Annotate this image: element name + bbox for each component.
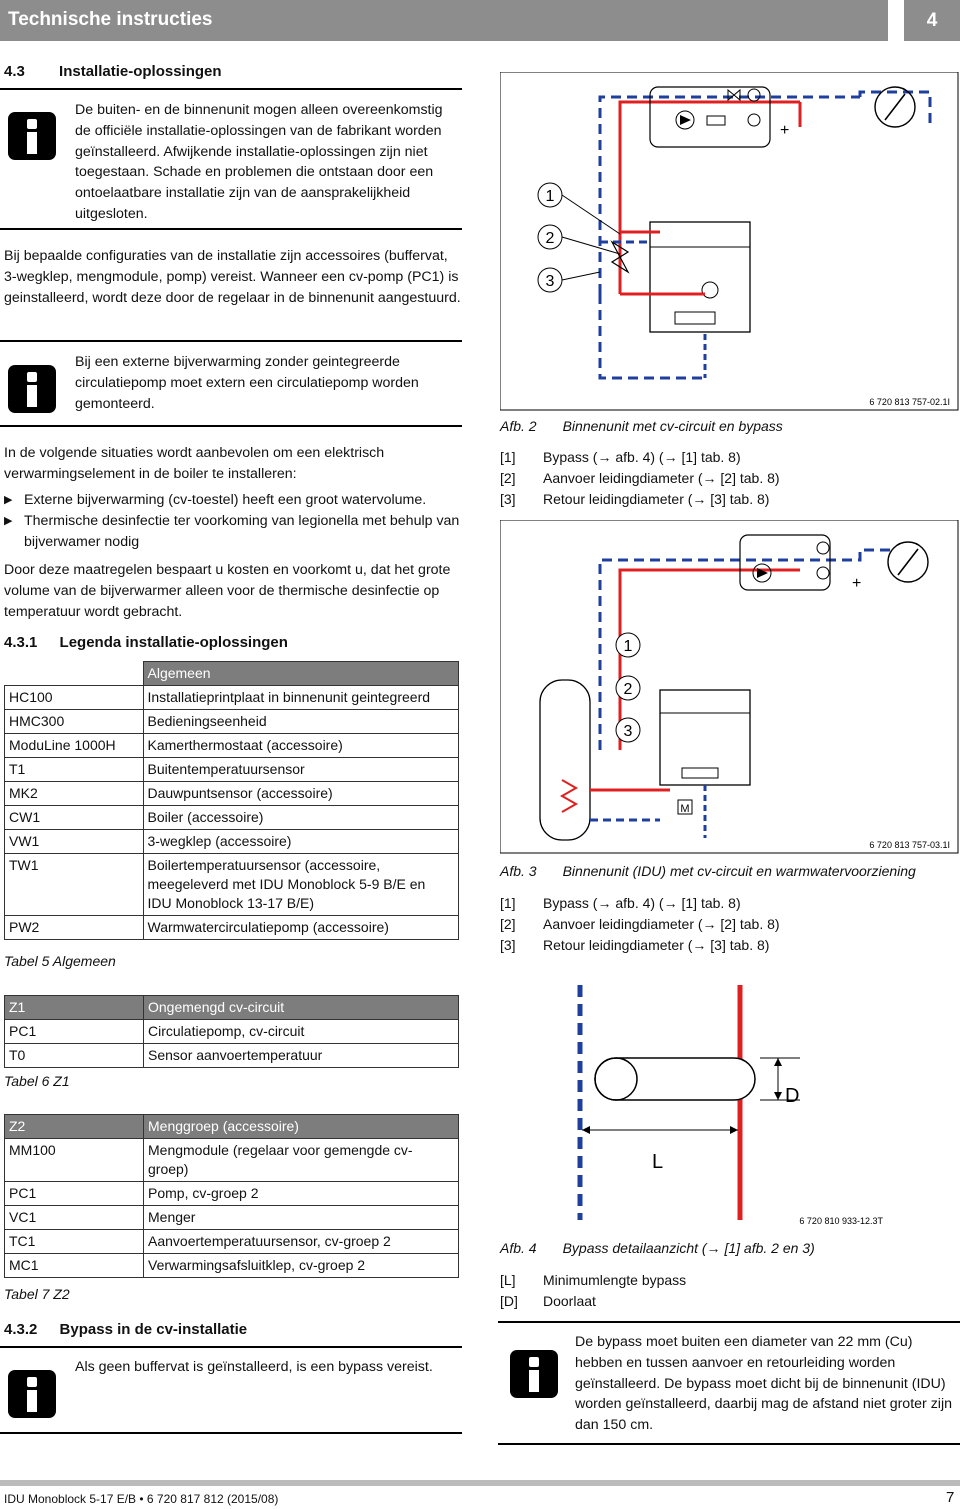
subsection-heading: 4.3.1 Legenda installatie-oplossingen [4,634,288,651]
legend-item: [D] Doorlaat [500,1293,596,1309]
svg-text:+: + [852,575,862,592]
table-caption: Tabel 5 Algemeen [4,953,116,969]
legend-table-z1: Z1 Ongemengd cv-circuit PC1 Circulatiepomp, cv-circuit T0 Sensor aanvoertemperatuur [4,995,459,1068]
header-title: Technische instructies [8,9,213,30]
table-row: MK2 Dauwpuntsensor (accessoire) [5,782,459,806]
notice-rule-bottom [0,425,462,427]
paragraph-accessories: Bij bepaalde configuraties van de installatie zijn accessoires (buffervat, 3-wegklep, mengmodule, pomp) vereist. Wanneer een cv-pomp (PC1) is geinstalleerd, wordt deze door de regelaar in de binnenunit aangestuurd. [4,248,461,306]
table-row: HMC300 Bedieningseenheid [5,710,459,734]
table-row: VC1 Menger [5,1206,459,1230]
notice-installation: De buiten- en de binnenunit mogen alleen overeenkomstig de officiële installatie-oplossingen van de fabrikant worden geïnstalleerd. Afwijkende installatie-oplossingen zijn niet toegestaan. Schade en problemen die ontstaan door een ontoelaatbare installatie zijn van de aansprakelijkheid uitgesloten. [75,102,443,222]
table-row: TW1 Boilertemperatuursensor (accessoire, meegeleverd met IDU Monoblock 5-9 B/E en IDU Monoblock 13-17 B/E) [5,854,459,916]
figure-2-legend [500,447,780,510]
section-heading [4,63,222,80]
legend-item: [L] Minimumlengte bypass [500,1272,687,1288]
footer-rule [0,1480,960,1486]
table-row: T0 Sensor aanvoertemperatuur [5,1044,459,1068]
table-row: PW2 Warmwatercirculatiepomp (accessoire) [5,916,459,940]
notice-rule-top [0,88,462,90]
notice-rule-top [0,1346,462,1348]
info-icon [510,1350,558,1398]
notice-rule-top [0,340,462,342]
notice-circulation-pump: Bij een externe bijverwarming zonder geintegreerde circulatiepomp moet extern een circulatiepomp worden gemonteerd. [75,354,419,412]
legend-item: [2] Aanvoer leidingdiameter (→ [2] tab. 8) [500,470,780,486]
info-icon [8,365,56,413]
figure-2-diagram [500,72,960,412]
fig3-label-m: M [680,803,690,815]
page-number: 7 [946,1489,955,1506]
footer-document-id: IDU Monoblock 5-17 E/B • 6 720 817 812 (2015/08) [4,1492,279,1506]
table-row: ModuLine 1000H Kamerthermostaat (accessoire) [5,734,459,758]
fig3-code: 6 720 813 757-03.1I [869,840,950,850]
figure-caption: Afb. 4 Bypass detailaanzicht (→ [1] afb. 2 en 3) [500,1240,815,1256]
notice-bypass-diameter: De bypass moet buiten een diameter van 22 mm (Cu) hebben en tussen aanvoer en retourleiding worden geïnstalleerd. De bypass moet dicht bij de binnenunit (IDU) worden geïnstalleerd, daarbij mag de afstand niet groter zijn dan 150 cm. [575,1334,952,1434]
header-bar [0,0,888,41]
info-icon [8,1370,56,1418]
table-row: T1 Buitentemperatuursensor [5,758,459,782]
svg-text:+: + [780,122,790,139]
table-row: CW1 Boiler (accessoire) [5,806,459,830]
table-row: HC100 Installatieprintplaat in binnenunit geintegreerd [5,686,459,710]
paragraph-heating-element: In de volgende situaties wordt aanbevolen om een elektrisch verwarmingselement in de boiler te installeren: [4,445,385,482]
notice-rule-bottom [0,1432,462,1434]
bullet-item: ▶ Externe bijverwarming (cv-toestel) heeft een groot watervolume. [4,490,462,511]
notice-rule-bottom [0,228,462,230]
bullet-item: ▶ Thermische desinfectie ter voorkoming van legionella met behulp van bijverwamer nodig [4,511,462,553]
fig3-label-2: 2 [623,681,633,698]
figure-3-diagram [500,520,960,855]
section-number: 4.3 [4,63,25,80]
figure-4-legend [500,1270,686,1312]
legend-item: [3] Retour leidingdiameter (→ [3] tab. 8) [500,491,770,507]
table-caption: Tabel 7 Z2 [4,1286,70,1302]
table-row: MC1 Verwarmingsafsluitklep, cv-groep 2 [5,1254,459,1278]
bullet-list [4,490,462,552]
figure-3-legend [500,893,780,956]
section-title: Installatie-oplossingen [59,63,222,80]
fig3-label-3: 3 [623,723,633,740]
fig3-label-1: 1 [623,638,633,655]
legend-item: [1] Bypass (→ afb. 4) (→ [1] tab. 8) [500,449,741,465]
notice-rule-top [498,1321,960,1323]
fig4-label-l: L [652,1151,664,1173]
legend-table-general [4,661,459,940]
legend-table-z2: Z2 Menggroep (accessoire) MM100 Mengmodule (regelaar voor gemengde cv-groep) PC1 Pomp, cv-groep 2 VC1 Menger TC1 Aanvoertemperatuursensor, cv-groep 2 MC1 Verwarmingsafsluitklep, cv-groep 2 [4,1114,459,1278]
table-row: VW1 3-wegklep (accessoire) [5,830,459,854]
fig2-label-1: 1 [545,188,555,205]
fig4-code: 6 720 810 933-12.3T [799,1216,883,1226]
fig4-label-d: D [785,1085,800,1107]
fig2-label-2: 2 [545,230,555,247]
info-icon [8,112,56,160]
notice-bypass-required: Als geen buffervat is geïnstalleerd, is een bypass vereist. [75,1359,433,1375]
figure-caption: Afb. 2 Binnenunit met cv-circuit en bypass [500,418,783,434]
table-row: PC1 Circulatiepomp, cv-circuit [5,1020,459,1044]
table-header: Algemeen [143,662,459,686]
paragraph-savings: Door deze maatregelen bespaart u kosten en voorkomt u, dat het grote volume van de bijverwarmer alleen voor de thermische desinfectie op temperatuur wordt gebracht. [4,562,451,620]
fig2-code: 6 720 813 757-02.1I [869,397,950,407]
legend-item: [1] Bypass (→ afb. 4) (→ [1] tab. 8) [500,895,741,911]
table-row: PC1 Pomp, cv-groep 2 [5,1182,459,1206]
table-row: TC1 Aanvoertemperatuursensor, cv-groep 2 [5,1230,459,1254]
legend-item: [3] Retour leidingdiameter (→ [3] tab. 8) [500,937,770,953]
fig2-label-3: 3 [545,273,555,290]
legend-item: [2] Aanvoer leidingdiameter (→ [2] tab. 8) [500,916,780,932]
figure-caption: Afb. 3 Binnenunit (IDU) met cv-circuit en warmwatervoorziening [500,863,916,879]
table-row: MM100 Mengmodule (regelaar voor gemengde cv-groep) [5,1139,459,1182]
table-caption: Tabel 6 Z1 [4,1073,70,1089]
notice-rule-bottom [498,1443,960,1445]
subsection-heading: 4.3.2 Bypass in de cv-installatie [4,1321,248,1338]
figure-4-diagram [500,980,960,1230]
chapter-number: 4 [904,0,960,41]
